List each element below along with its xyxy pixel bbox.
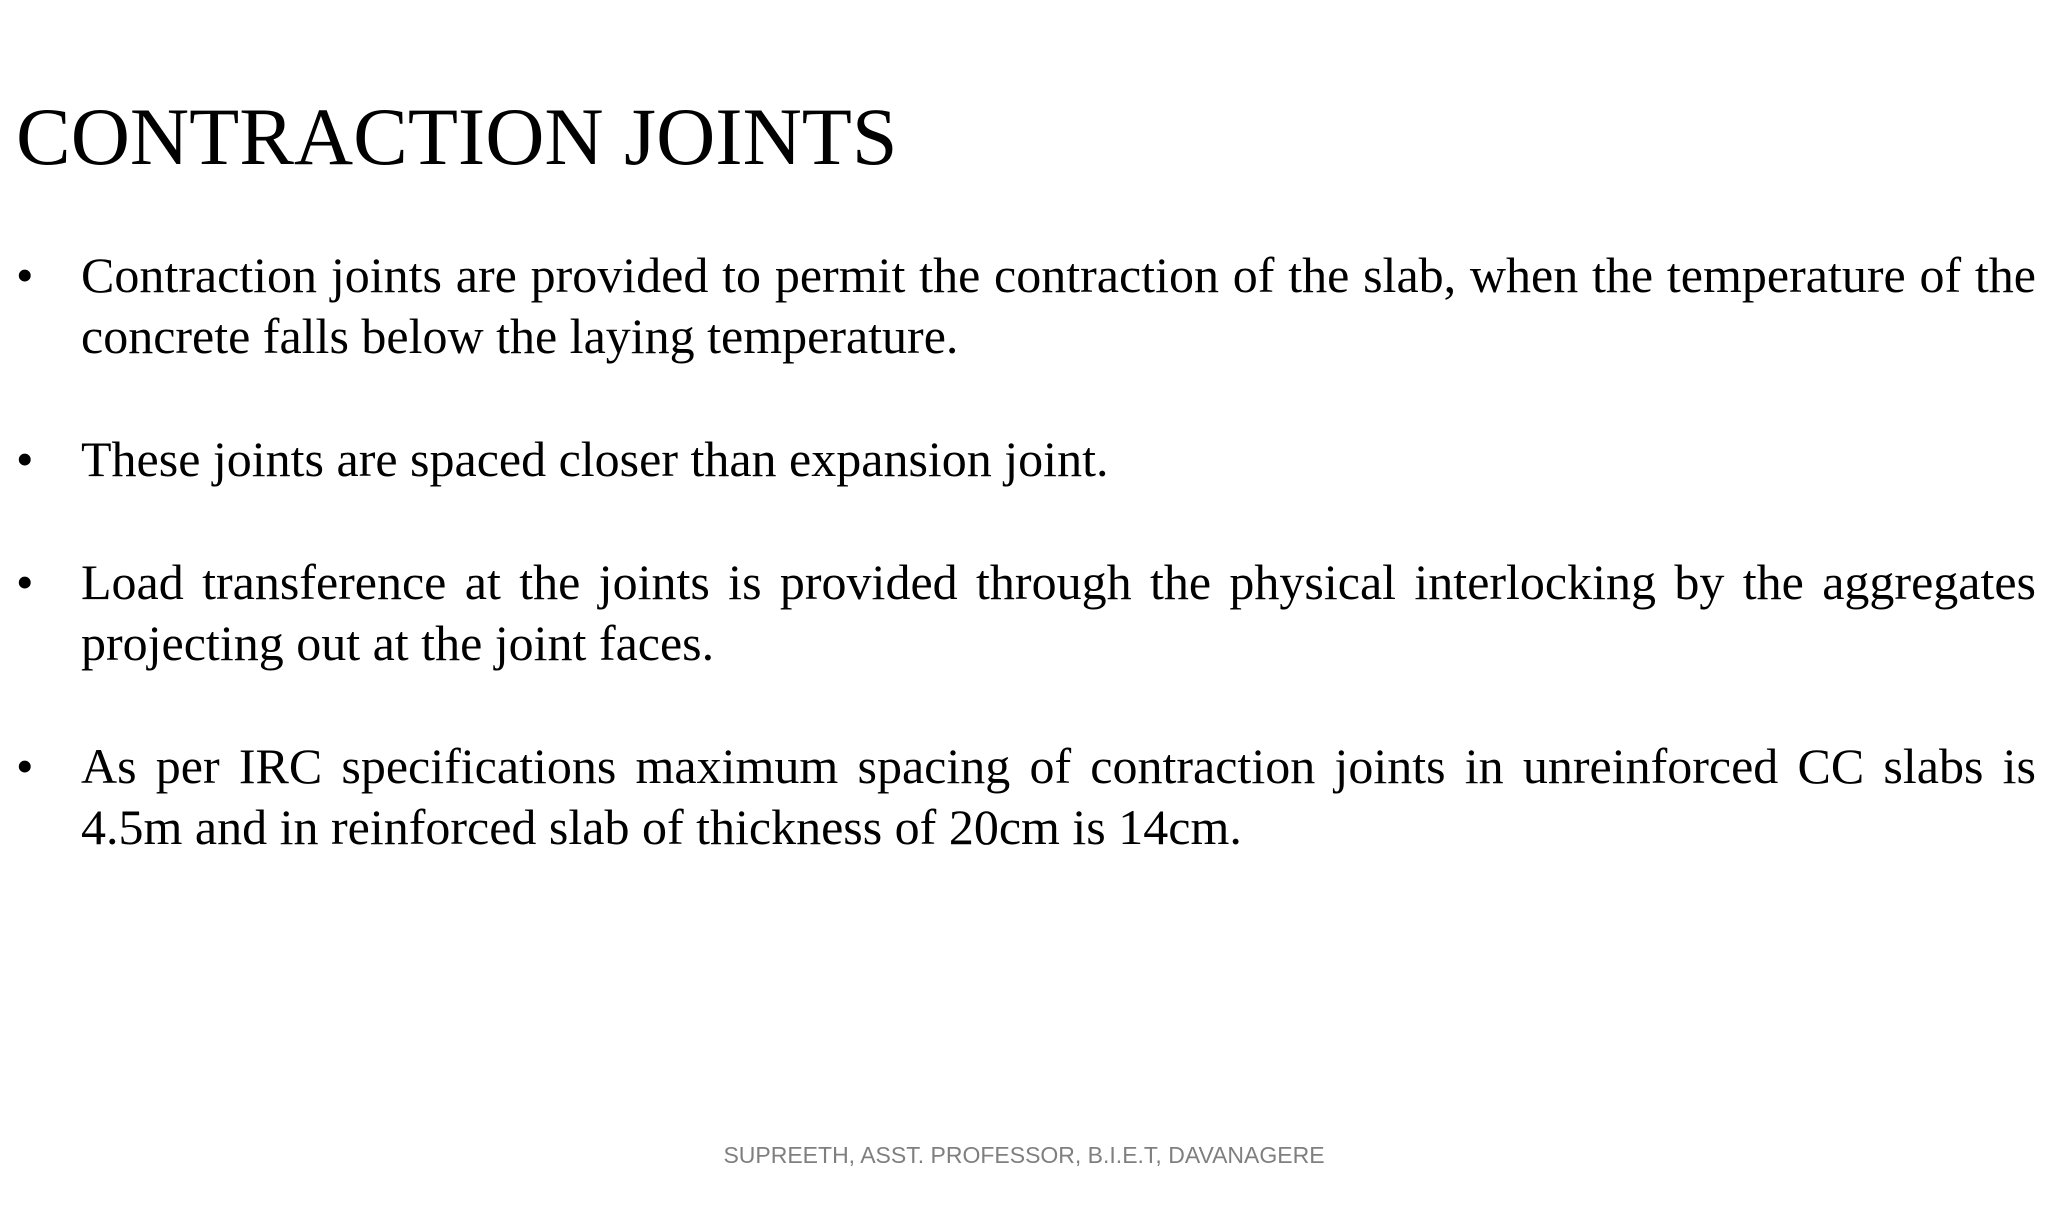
bullet-icon: • [16,431,34,487]
slide-title: CONTRACTION JOINTS [16,91,898,182]
bullet-icon: • [16,247,34,303]
slide-footer: SUPREETH, ASST. PROFESSOR, B.I.E.T, DAVANAGERE [723,1142,1325,1168]
bullet-text: These joints are spaced closer than expansion joint. [81,431,1109,487]
bullet-text: As per IRC specifications maximum spacing of contraction joints in unreinforced CC slabs is 4.5m and in reinforced slab of thickness of 20cm is 14cm. [81,738,2036,855]
bullet-text: Load transference at the joints is provided through the physical interlocking by the aggregates projecting out at the joint faces. [81,554,2036,671]
bullet-icon: • [16,554,34,610]
bullet-text: Contraction joints are provided to permit the contraction of the slab, when the temperature of the concrete falls below the laying temperature. [81,247,2036,364]
bullet-icon: • [16,738,34,794]
